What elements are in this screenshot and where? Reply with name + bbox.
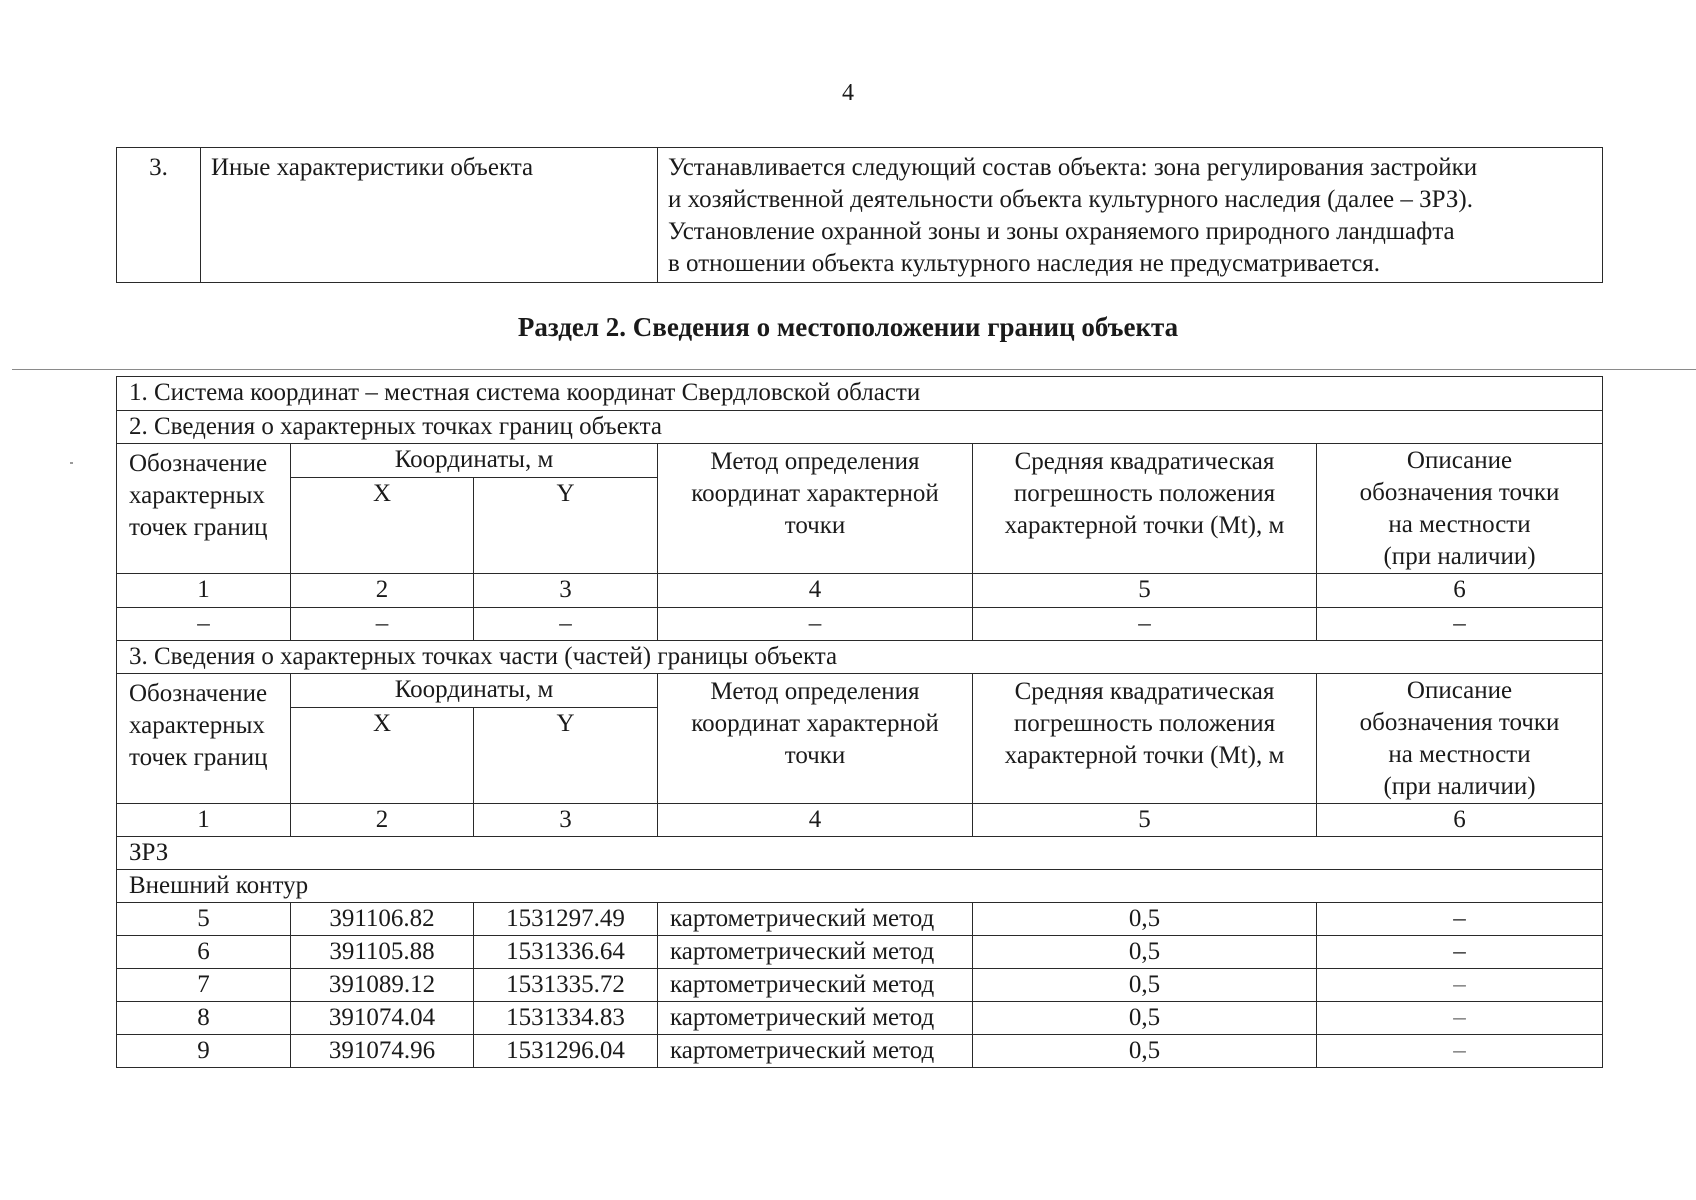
header-line: Обозначение — [129, 450, 268, 477]
header-line: характерной точки (Mt), м — [1004, 512, 1285, 539]
boundary-points-table — [116, 376, 1603, 1068]
header-line: Метод определения — [710, 678, 920, 705]
header-error — [973, 444, 1317, 574]
table-row — [117, 1035, 1603, 1068]
header-line: точек границ — [129, 514, 268, 541]
header-line: на местности — [1388, 741, 1531, 768]
header-row — [117, 674, 1603, 708]
header-line: характерной точки (Mt), м — [1004, 742, 1285, 769]
mean-error: 0,5 — [973, 1035, 1317, 1068]
column-number: 1 — [117, 574, 291, 608]
point-number: 7 — [117, 969, 291, 1002]
method: картометрический метод — [658, 969, 973, 1002]
header-line: характерных — [129, 712, 265, 739]
description-line: Устанавливается следующий состав объекта: зона регулирования застройки — [668, 154, 1478, 181]
method: картометрический метод — [658, 1002, 973, 1035]
row-index: 3. — [117, 148, 201, 283]
point-number: 9 — [117, 1035, 291, 1068]
method: картометрический метод — [658, 903, 973, 936]
header-method — [658, 444, 973, 574]
point-number: 8 — [117, 1002, 291, 1035]
zone-label: ЗРЗ — [117, 837, 1603, 870]
header-method — [658, 674, 973, 804]
coord-y: 1531296.04 — [474, 1035, 658, 1068]
object-characteristics-table — [116, 147, 1603, 283]
point-number: 5 — [117, 903, 291, 936]
header-point-designation — [117, 674, 291, 804]
header-line: обозначения точки — [1359, 709, 1560, 736]
point-description: – — [1317, 903, 1603, 936]
coord-y: 1531334.83 — [474, 1002, 658, 1035]
header-line: точки — [784, 742, 846, 769]
coord-y: 1531335.72 — [474, 969, 658, 1002]
part3-title: 3. Сведения о характерных точках части (частей) границы объекта — [117, 641, 1603, 674]
header-line: на местности — [1388, 511, 1531, 538]
coord-x: 391089.12 — [291, 969, 474, 1002]
header-line: характерных — [129, 482, 265, 509]
coord-x: 391106.82 — [291, 903, 474, 936]
column-number: 6 — [1317, 804, 1603, 837]
point-description: – — [1317, 936, 1603, 969]
description-line: в отношении объекта культурного наследия не предусматривается. — [668, 250, 1381, 277]
empty-cell: – — [1317, 608, 1603, 641]
column-number: 6 — [1317, 574, 1603, 608]
empty-cell: – — [973, 608, 1317, 641]
header-line: координат характерной — [691, 480, 939, 507]
header-line: погрешность положения — [1013, 480, 1276, 507]
column-number: 2 — [291, 574, 474, 608]
column-number: 1 — [117, 804, 291, 837]
column-number: 3 — [474, 804, 658, 837]
mean-error: 0,5 — [973, 936, 1317, 969]
column-number: 5 — [973, 804, 1317, 837]
row-description — [658, 148, 1603, 283]
column-number-row — [117, 574, 1603, 608]
header-line: Описание — [1406, 447, 1513, 474]
empty-cell: – — [117, 608, 291, 641]
point-description: – — [1317, 969, 1603, 1002]
header-coordinates: Координаты, м — [291, 674, 658, 708]
header-coordinates: Координаты, м — [291, 444, 658, 478]
column-number-row — [117, 804, 1603, 837]
scan-speck — [70, 462, 73, 464]
header-x: X — [291, 707, 474, 803]
coord-x: 391074.04 — [291, 1002, 474, 1035]
coord-y: 1531297.49 — [474, 903, 658, 936]
contour-label: Внешний контур — [117, 870, 1603, 903]
empty-cell: – — [291, 608, 474, 641]
point-number: 6 — [117, 936, 291, 969]
coord-x: 391074.96 — [291, 1035, 474, 1068]
scan-divider — [12, 369, 1696, 370]
table-row — [117, 837, 1603, 870]
empty-cell: – — [474, 608, 658, 641]
column-number: 3 — [474, 574, 658, 608]
header-line: точек границ — [129, 744, 268, 771]
header-row — [117, 444, 1603, 478]
header-y: Y — [474, 707, 658, 803]
header-error — [973, 674, 1317, 804]
coord-x: 391105.88 — [291, 936, 474, 969]
header-line: Обозначение — [129, 680, 268, 707]
header-line: Описание — [1406, 677, 1513, 704]
mean-error: 0,5 — [973, 903, 1317, 936]
section-title: Раздел 2. Сведения о местоположении границ объекта — [517, 312, 1179, 342]
header-line: Средняя квадратическая — [1014, 448, 1275, 475]
column-number: 5 — [973, 574, 1317, 608]
table-row — [117, 936, 1603, 969]
method: картометрический метод — [658, 936, 973, 969]
header-line: (при наличии) — [1383, 773, 1536, 800]
row-label: Иные характеристики объекта — [201, 148, 658, 283]
header-y: Y — [474, 477, 658, 573]
description-line: Установление охранной зоны и зоны охраняемого природного ландшафта — [668, 218, 1455, 245]
column-number: 2 — [291, 804, 474, 837]
part2-title: 2. Сведения о характерных точках границ объекта — [117, 411, 1603, 444]
header-line: Средняя квадратическая — [1014, 678, 1275, 705]
column-number: 4 — [658, 804, 973, 837]
table-row — [117, 148, 1603, 283]
table-row — [117, 1002, 1603, 1035]
table-row — [117, 641, 1603, 674]
header-description — [1317, 444, 1603, 574]
empty-cell: – — [658, 608, 973, 641]
header-line: координат характерной — [691, 710, 939, 737]
point-description: – — [1317, 1035, 1603, 1068]
table-row — [117, 903, 1603, 936]
header-point-designation — [117, 444, 291, 574]
mean-error: 0,5 — [973, 1002, 1317, 1035]
coordinate-system: 1. Система координат – местная система координат Свердловской области — [117, 377, 1603, 411]
header-x: X — [291, 477, 474, 573]
header-line: обозначения точки — [1359, 479, 1560, 506]
header-line: точки — [784, 512, 846, 539]
table-row — [117, 377, 1603, 411]
method: картометрический метод — [658, 1035, 973, 1068]
header-description — [1317, 674, 1603, 804]
header-line: (при наличии) — [1383, 543, 1536, 570]
header-line: погрешность положения — [1013, 710, 1276, 737]
mean-error: 0,5 — [973, 969, 1317, 1002]
empty-data-row — [117, 608, 1603, 641]
coord-y: 1531336.64 — [474, 936, 658, 969]
table-row — [117, 969, 1603, 1002]
header-line: Метод определения — [710, 448, 920, 475]
table-row — [117, 411, 1603, 444]
description-line: и хозяйственной деятельности объекта культурного наследия (далее – ЗРЗ). — [668, 186, 1473, 213]
column-number: 4 — [658, 574, 973, 608]
table-row — [117, 870, 1603, 903]
page-number: 4 — [842, 80, 854, 106]
point-description: – — [1317, 1002, 1603, 1035]
